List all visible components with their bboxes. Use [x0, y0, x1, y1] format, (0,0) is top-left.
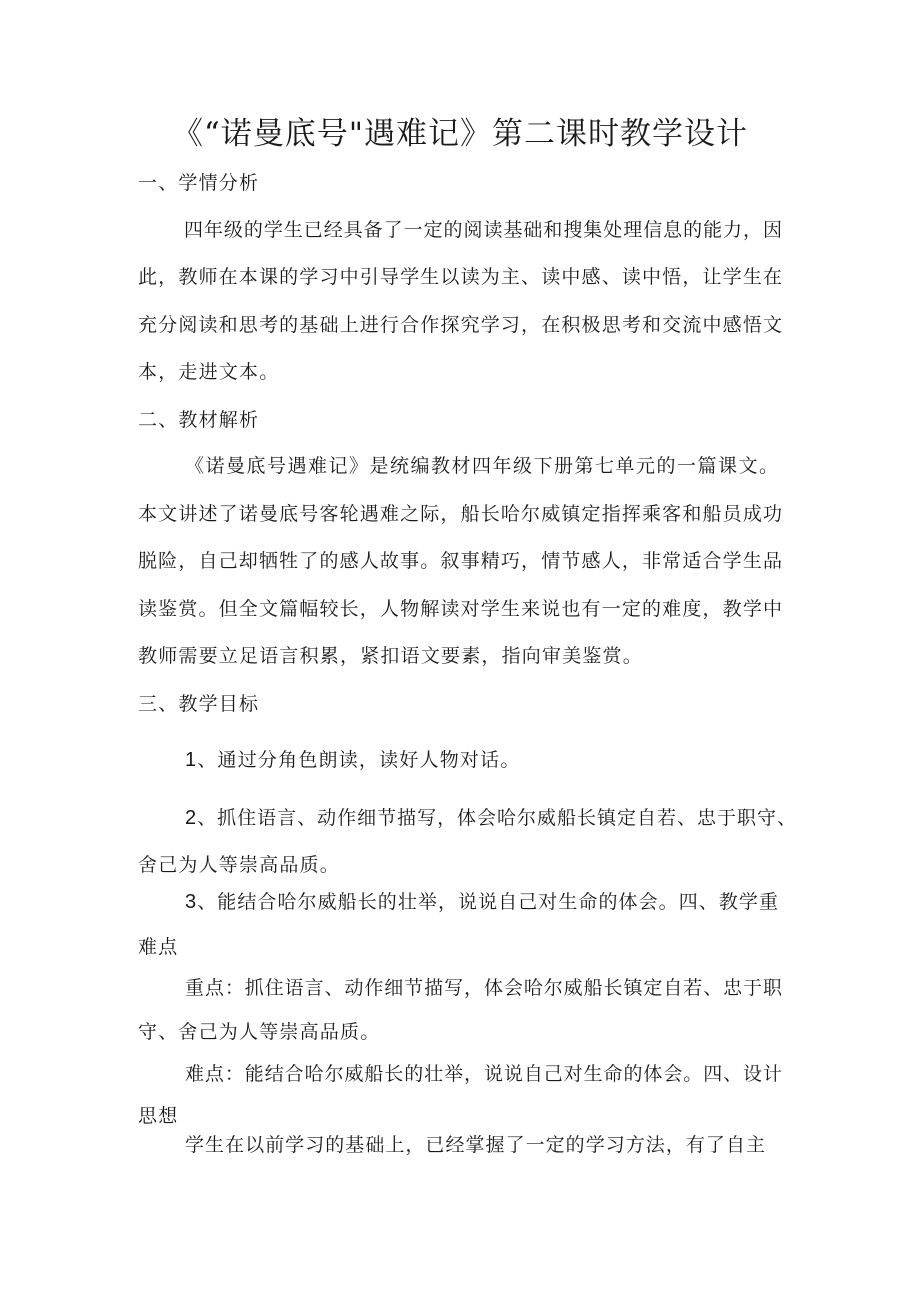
goal-text: 、通过分角色朗读，读好人物对话。 — [197, 749, 521, 771]
paragraph-line: 读鉴赏。但全文篇幅较长，人物解读对学生来说也有一定的难度，教学中 — [138, 598, 782, 620]
paragraph-line: 四年级的学生已经具备了一定的阅读基础和搜集处理信息的能力，因 — [184, 219, 782, 241]
document-title: 《“诺曼底号"遇难记》第二课时教学设计 — [171, 116, 749, 152]
goal-text: 、能结合哈尔威船长的壮举，说说自己对生命的体会。四、教学重 — [196, 891, 778, 913]
goal-number: 2 — [185, 807, 197, 829]
paragraph-line: 充分阅读和思考的基础上进行合作探究学习，在积极思考和交流中感悟文 — [138, 314, 782, 336]
key-point-line: 重点：抓住语言、动作细节描写，体会哈尔威船长镇定自若、忠于职 — [185, 977, 782, 999]
paragraph-line: 教师需要立足语言积累，紧扣语文要素，指向审美鉴赏。 — [138, 645, 644, 667]
goal-item-1 — [185, 745, 785, 775]
goal-item-2 — [185, 803, 796, 833]
section-heading-teaching-goals: 三、教学目标 — [138, 693, 260, 715]
section-heading-material-analysis: 二、教材解析 — [138, 409, 260, 431]
goal-number: 1 — [185, 749, 198, 771]
paragraph-line: 此，教师在本课的学习中引导学生以读为主、读中感、读中悟，让学生在 — [138, 266, 782, 288]
paragraph-line: 本，走进文本。 — [138, 361, 280, 383]
goal-continuation: 舍己为人等崇高品质。 — [138, 854, 341, 876]
section-heading-learning-analysis: 一、学情分析 — [138, 172, 260, 194]
key-point-line: 守、舍己为人等崇高品质。 — [138, 1021, 381, 1043]
goal-item-3 — [185, 887, 778, 917]
difficult-point-line: 难点：能结合哈尔威船长的壮举，说说自己对生命的体会。四、设计 — [185, 1063, 782, 1085]
section-heading-design-thinking: 思想 — [138, 1105, 179, 1127]
goal-text: 、抓住语言、动作细节描写，体会哈尔威船长镇定自若、忠于职守、 — [196, 807, 796, 829]
paragraph-line: 学生在以前学习的基础上，已经掌握了一定的学习方法，有了自主 — [185, 1134, 765, 1156]
paragraph-line: 本文讲述了诺曼底号客轮遇难之际，船长哈尔威镇定指挥乘客和船员成功 — [138, 503, 782, 525]
section-heading-key-difficult: 难点 — [138, 936, 179, 958]
goal-number: 3 — [185, 891, 197, 913]
paragraph-line: 脱险，自己却牺牲了的感人故事。叙事精巧，情节感人，非常适合学生品 — [138, 550, 782, 572]
paragraph-line: 《诺曼底号遇难记》是统编教材四年级下册第七单元的一篇课文。 — [185, 455, 778, 477]
